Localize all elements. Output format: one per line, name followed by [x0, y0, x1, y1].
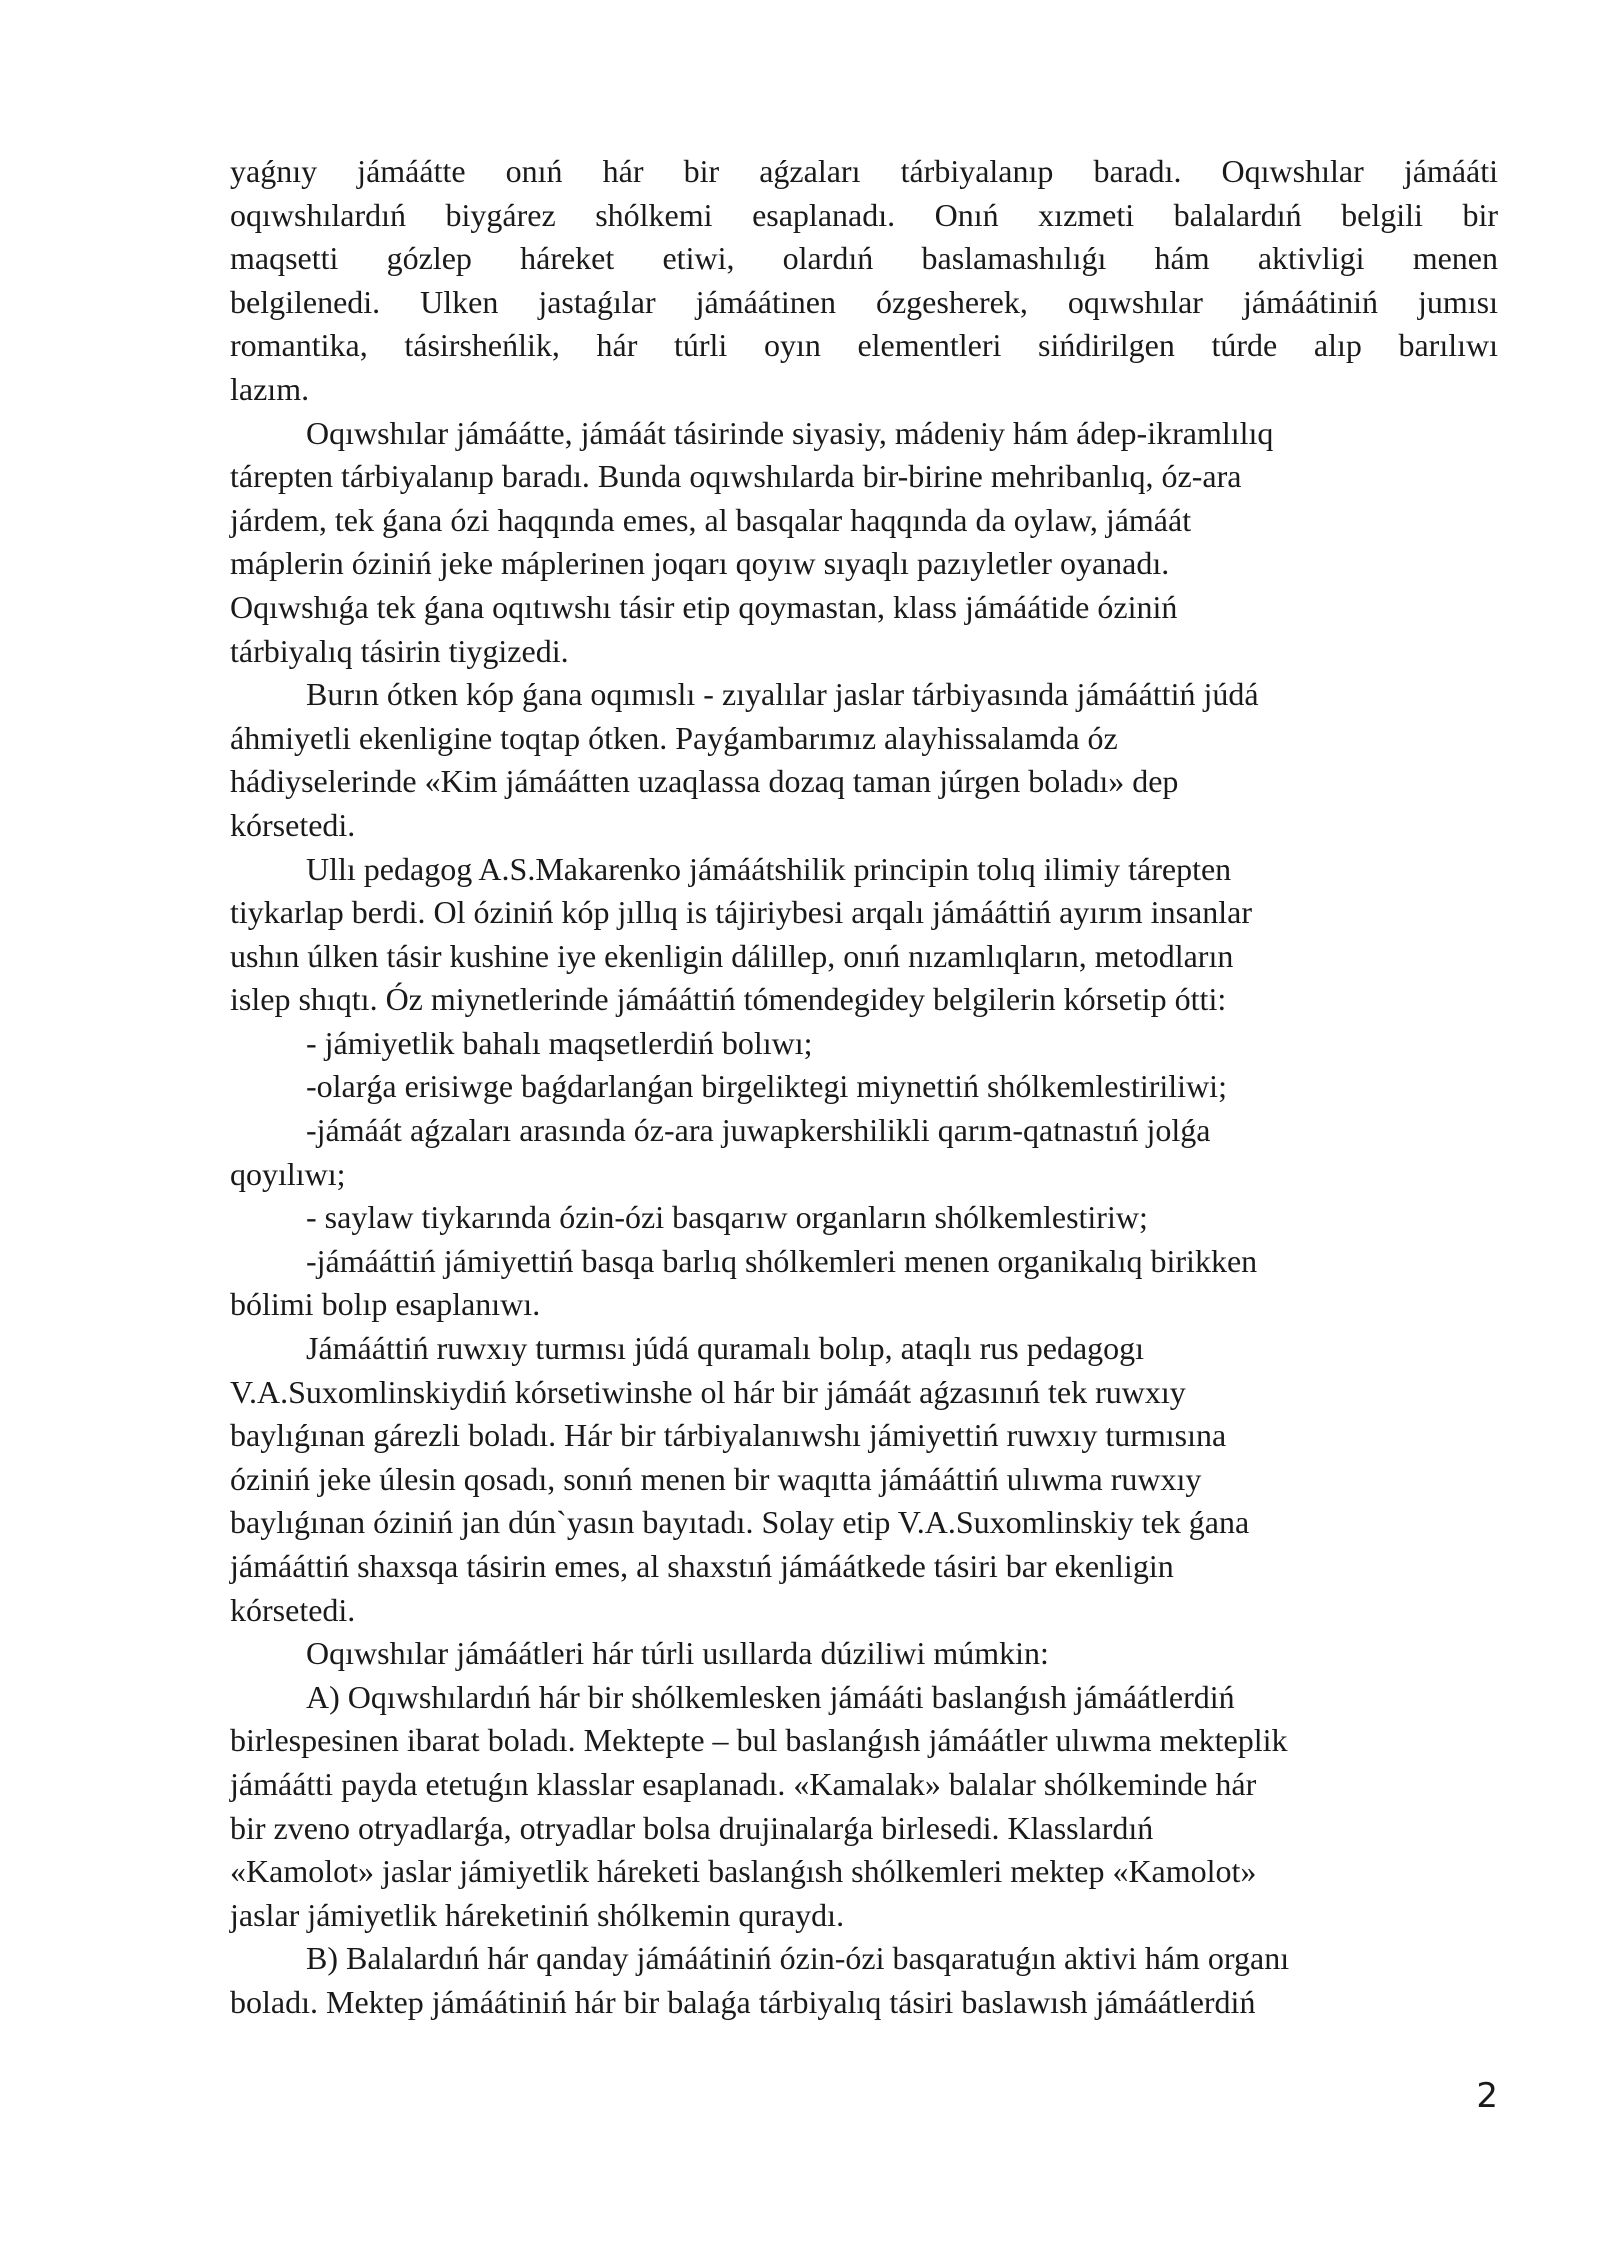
- text-line: Oqıwshıǵa tek ǵana oqıtıwshı tásir etip qoymastan, klass jámáátide óziniń: [230, 588, 1178, 625]
- text-line: máplerin óziniń jeke máplerinen joqarı qoyıw sıyaqlı pazıyletler oyanadı.: [230, 545, 1170, 582]
- text-line: tiykarlap berdi. Ol óziniń kóp jıllıq is tájiriybesi arqalı jámááttiń ayırım insanlar: [230, 894, 1252, 931]
- text-line: hádiyselerinde «Kim jámáátten uzaqlassa dozaq taman júrgen boladı» dep: [230, 763, 1179, 800]
- text-line: romantika, tásirsheńlik, hár túrli oyın elementleri sińdirilgen túrde alıp barılıwı: [230, 327, 1498, 364]
- text-line: Oqıwshılar jámáátleri hár túrli usıllarda dúziliwi múmkin:: [306, 1635, 1049, 1672]
- text-line: islep shıqtı. Óz miynetlerinde jámááttiń tómendegidey belgilerin kórsetip ótti:: [230, 981, 1227, 1018]
- text-line: qoyılıwı;: [230, 1155, 346, 1192]
- text-line: bólimi bolıp esaplanıwı.: [230, 1286, 541, 1323]
- text-line: baylıǵınan gárezli boladı. Hár bir tárbiyalanıwshı jámiyettiń ruwxıy turmısına: [230, 1417, 1227, 1454]
- text-line: «Kamolot» jaslar jámiyetlik háreketi baslanǵısh shólkemleri mektep «Kamolot»: [230, 1853, 1257, 1890]
- text-line: -jámáát aǵzaları arasında óz-ara juwapkershilikli qarım-qatnastıń jolǵa: [306, 1112, 1211, 1149]
- text-line: A) Oqıwshılardıń hár bir shólkemlesken jámááti baslanǵısh jámáátlerdiń: [306, 1678, 1235, 1715]
- text-line: Burın ótken kóp ǵana oqımıslı - zıyalılar jaslar tárbiyasında jámááttiń júdá: [306, 676, 1259, 713]
- text-line: V.A.Suxomlinskiydiń kórsetiwinshe ol hár bir jámáát aǵzasınıń tek ruwxıy: [230, 1373, 1186, 1410]
- page-number: 2: [1476, 2076, 1498, 2116]
- text-line: óziniń jeke úlesin qosadı, sonıń menen bir waqıtta jámááttiń ulıwma ruwxıy: [230, 1460, 1202, 1497]
- text-line: belgilenedi. Ulken jastaǵılar jámáátinen ózgesherek, oqıwshılar jámáátiniń jumısı: [230, 283, 1498, 320]
- text-line: -jámááttiń jámiyettiń basqa barlıq shólkemleri menen organikalıq birikken: [306, 1242, 1258, 1279]
- document-page: [230, 150, 1498, 2025]
- text-line: jámáátti payda etetuǵın klasslar esaplanadı. «Kamalak» balalar shólkeminde hár: [230, 1765, 1257, 1802]
- text-line: -olarǵa erisiwge baǵdarlanǵan birgeliktegi miynettiń shólkemlestiriliwi;: [306, 1068, 1227, 1105]
- text-line: Jámááttiń ruwxıy turmısı júdá quramalı bolıp, ataqlı rus pedagogı: [306, 1330, 1145, 1367]
- text-line: - jámiyetlik bahalı maqsetlerdiń bolıwı;: [306, 1024, 813, 1061]
- text-line: birlespesinen ibarat boladı. Mektepte – bul baslanǵısh jámáátler ulıwma mekteplik: [230, 1722, 1288, 1759]
- text-line: Oqıwshılar jámáátte, jámáát tásirinde siyasiy, mádeniy hám ádep-ikramlılıq: [306, 414, 1274, 451]
- text-line: tárepten tárbiyalanıp baradı. Bunda oqıwshılarda bir-birine mehribanlıq, óz-ara: [230, 458, 1242, 495]
- text-line: jaslar jámiyetlik háreketiniń shólkemin quraydı.: [230, 1896, 845, 1933]
- text-line: kórsetedi.: [230, 1591, 356, 1628]
- text-line: bir zveno otryadlarǵa, otryadlar bolsa drujinalarǵa birlesedi. Klasslardıń: [230, 1809, 1154, 1846]
- text-line: járdem, tek ǵana ózi haqqında emes, al basqalar haqqında da oylaw, jámáát: [230, 501, 1192, 538]
- text-line: lazım.: [230, 370, 310, 407]
- text-line: áhmiyetli ekenligine toqtap ótken. Payǵambarımız alayhissalamda óz: [230, 719, 1118, 756]
- document-body: [230, 150, 1498, 2025]
- text-line: boladı. Mektep jámáátiniń hár bir balaǵa tárbiyalıq tásiri baslawısh jámáátlerdiń: [230, 1983, 1256, 2020]
- text-line: ushın úlken tásir kushine iye ekenligin dálillep, onıń nızamlıqların, metodların: [230, 937, 1234, 974]
- text-line: - saylaw tiykarında ózin-ózi basqarıw organların shólkemlestiriw;: [306, 1199, 1148, 1236]
- text-line: B) Balalardıń hár qanday jámáátiniń ózin-ózi basqaratuǵın aktivi hám organı: [306, 1940, 1290, 1977]
- text-line: oqıwshılardıń biygárez shólkemi esaplanadı. Onıń xızmeti balalardıń belgili bir: [230, 196, 1498, 233]
- text-line: yaǵnıy jámáátte onıń hár bir aǵzaları tárbiyalanıp baradı. Oqıwshılar jámááti: [230, 153, 1498, 189]
- text-line: kórsetedi.: [230, 806, 356, 843]
- text-line: tárbiyalıq tásirin tiygizedi.: [230, 632, 569, 669]
- text-line: baylıǵınan óziniń jan dún`yasın bayıtadı. Solay etip V.A.Suxomlinskiy tek ǵana: [230, 1504, 1250, 1541]
- text-line: Ullı pedagog A.S.Makarenko jámáátshilik principin tolıq ilimiy tárepten: [306, 850, 1232, 887]
- text-line: maqsetti gózlep háreket etiwi, olardıń baslamashılıǵı hám aktivligi menen: [230, 240, 1498, 277]
- text-line: jámááttiń shaxsqa tásirin emes, al shaxstıń jámáátkede tásiri bar ekenligin: [230, 1548, 1174, 1584]
